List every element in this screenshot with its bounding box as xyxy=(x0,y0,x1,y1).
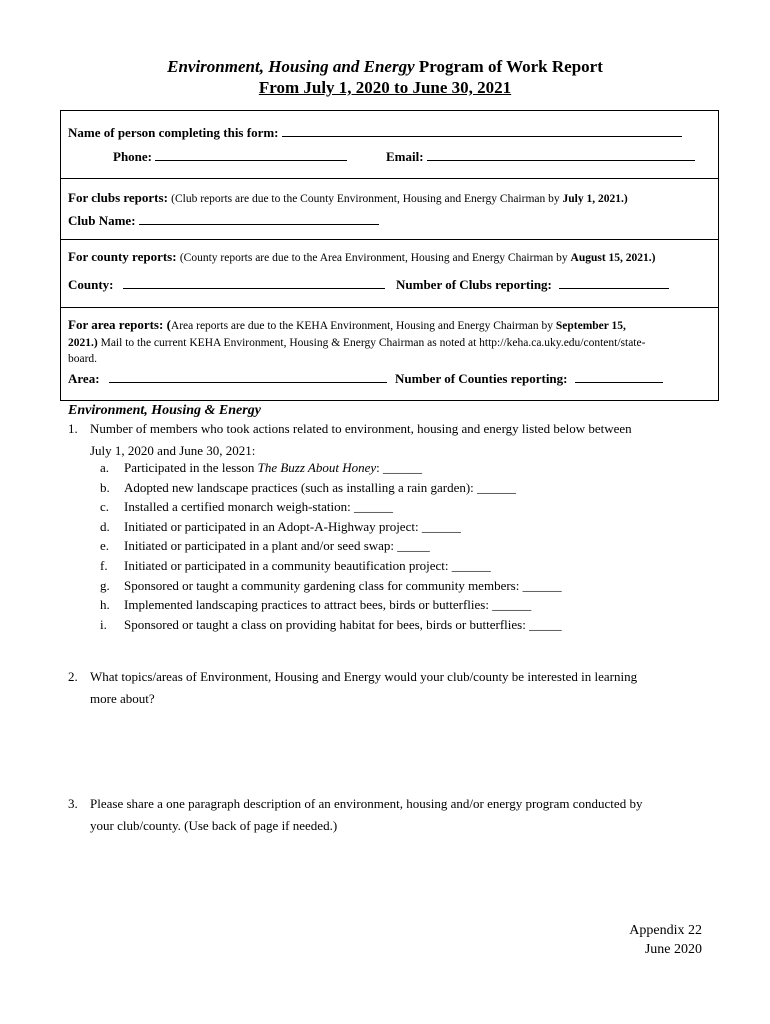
report-info-box xyxy=(60,110,719,401)
area-note-line2 xyxy=(68,334,645,350)
area-note-line3 xyxy=(68,350,97,366)
area-note-open: ( xyxy=(166,317,171,332)
item-text[interactable] xyxy=(124,578,562,594)
county-heading: For county reports: xyxy=(68,249,177,264)
area-mail-note: Mail to the current KEHA Environment, Housing & Energy Chairman as noted at http://keha.ca.uky.edu/content/state- xyxy=(97,337,646,349)
item-text[interactable] xyxy=(124,558,491,574)
item-lesson-title: The Buzz About Honey xyxy=(257,460,377,475)
club-name-label: Club Name: xyxy=(68,213,136,228)
page-subtitle: From July 1, 2020 to June 30, 2021 xyxy=(258,78,512,97)
area-heading: For area reports: xyxy=(68,317,164,332)
item-letter: c. xyxy=(100,499,110,515)
area-note-line1 xyxy=(68,317,626,333)
item-text-main: Sponsored or taught a community gardening class for community members: ______ xyxy=(124,577,562,593)
question-1-number: 1. xyxy=(68,421,78,436)
area-note-text: Area reports are due to the KEHA Environment, Housing and Energy Chairman by xyxy=(170,320,556,332)
area-row xyxy=(68,371,387,387)
area-section xyxy=(61,307,718,402)
email-row xyxy=(386,149,695,165)
question-2-number: 2. xyxy=(68,669,78,684)
item-text-main: Sponsored or taught a class on providing habitat for bees, birds or butterflies: _____ xyxy=(124,616,562,632)
clubs-reporting-row xyxy=(396,277,669,293)
item-letter: a. xyxy=(100,460,110,475)
item-text[interactable] xyxy=(124,617,562,633)
question-3-line-1: Please share a one paragraph description of an environment, housing and/or energy program conducted by xyxy=(90,796,643,811)
name-field[interactable] xyxy=(282,126,682,137)
question-3-line-2: your club/county. (Use back of page if needed.) xyxy=(90,818,338,833)
item-text[interactable] xyxy=(124,480,516,496)
item-text-main: Initiated or participated in a community beautification project: ______ xyxy=(124,558,491,573)
counties-reporting-field[interactable] xyxy=(575,372,663,383)
item-text-main: Installed a certified monarch weigh-station: ______ xyxy=(124,499,393,515)
appendix-label: Appendix 22 xyxy=(629,923,702,938)
name-row xyxy=(68,125,682,141)
item-text-main: Implemented landscaping practices to attract bees, birds or butterflies: ______ xyxy=(124,597,532,613)
item-letter: b. xyxy=(100,479,110,495)
phone-label: Phone: xyxy=(113,149,152,164)
county-due-date: August 15, 2021.) xyxy=(570,252,656,264)
county-field[interactable] xyxy=(123,278,385,289)
section-heading: Environment, Housing & Energy xyxy=(68,403,261,418)
item-text-blank: : ______ xyxy=(376,460,423,475)
item-text-main: Initiated or participated in an Adopt-A-Highway project: ______ xyxy=(124,518,461,534)
counties-reporting-label: Number of Counties reporting: xyxy=(395,371,568,386)
email-field[interactable] xyxy=(427,150,695,161)
phone-row xyxy=(113,149,347,165)
counties-reporting-row xyxy=(395,371,663,387)
clubs-reporting-label: Number of Clubs reporting: xyxy=(396,277,552,292)
area-field[interactable] xyxy=(109,372,387,383)
item-letter: d. xyxy=(100,518,110,534)
appendix-date: June 2020 xyxy=(644,942,702,957)
clubs-due-date: July 1, 2021.) xyxy=(562,193,628,205)
area-note-end: board. xyxy=(68,353,98,365)
question-1-line-1: Number of members who took actions related to environment, housing and energy listed below between xyxy=(90,421,632,436)
item-text[interactable] xyxy=(124,499,393,515)
county-label: County: xyxy=(68,277,114,292)
item-letter: g. xyxy=(100,577,110,593)
clubs-note xyxy=(68,190,628,206)
clubs-reporting-field[interactable] xyxy=(559,278,669,289)
clubs-note-text: (Club reports are due to the County Environment, Housing and Energy Chairman by xyxy=(171,193,563,205)
title-suffix: Program of Work Report xyxy=(414,57,603,76)
clubs-heading: For clubs reports: xyxy=(68,190,168,205)
county-section xyxy=(61,239,718,306)
item-text[interactable] xyxy=(124,538,430,554)
email-label: Email: xyxy=(386,149,424,164)
item-letter: h. xyxy=(100,597,110,613)
item-text[interactable] xyxy=(124,597,531,613)
item-text[interactable] xyxy=(124,460,422,476)
question-3-number: 3. xyxy=(68,796,78,811)
club-name-row xyxy=(68,213,379,229)
area-due-date-1: September 15, xyxy=(555,320,626,332)
item-text-main: Initiated or participated in a plant and/or seed swap: _____ xyxy=(124,538,430,554)
question-2-line-2: more about? xyxy=(90,691,155,706)
question-2-line-1: What topics/areas of Environment, Housing and Energy would your club/county be interested in learning xyxy=(90,669,638,684)
county-note xyxy=(68,249,656,265)
page-title xyxy=(0,57,770,77)
clubs-section xyxy=(61,178,718,236)
area-label: Area: xyxy=(68,371,100,386)
item-letter: f. xyxy=(100,558,108,573)
item-text-main: Participated in the lesson xyxy=(124,460,258,475)
item-letter: e. xyxy=(100,538,110,554)
item-text-main: Adopted new landscape practices (such as installing a rain garden): ______ xyxy=(124,479,517,495)
item-letter: i. xyxy=(100,616,107,632)
county-note-text: (County reports are due to the Area Environment, Housing and Energy Chairman by xyxy=(179,252,571,264)
title-program-name: Environment, Housing and Energy xyxy=(167,57,415,76)
phone-field[interactable] xyxy=(155,150,347,161)
county-row xyxy=(68,277,385,293)
question-1-line-2: July 1, 2020 and June 30, 2021: xyxy=(90,443,256,458)
area-due-date-2: 2021.) xyxy=(68,337,98,349)
item-text[interactable] xyxy=(124,519,461,535)
name-label: Name of person completing this form: xyxy=(68,125,279,140)
club-name-field[interactable] xyxy=(139,214,379,225)
